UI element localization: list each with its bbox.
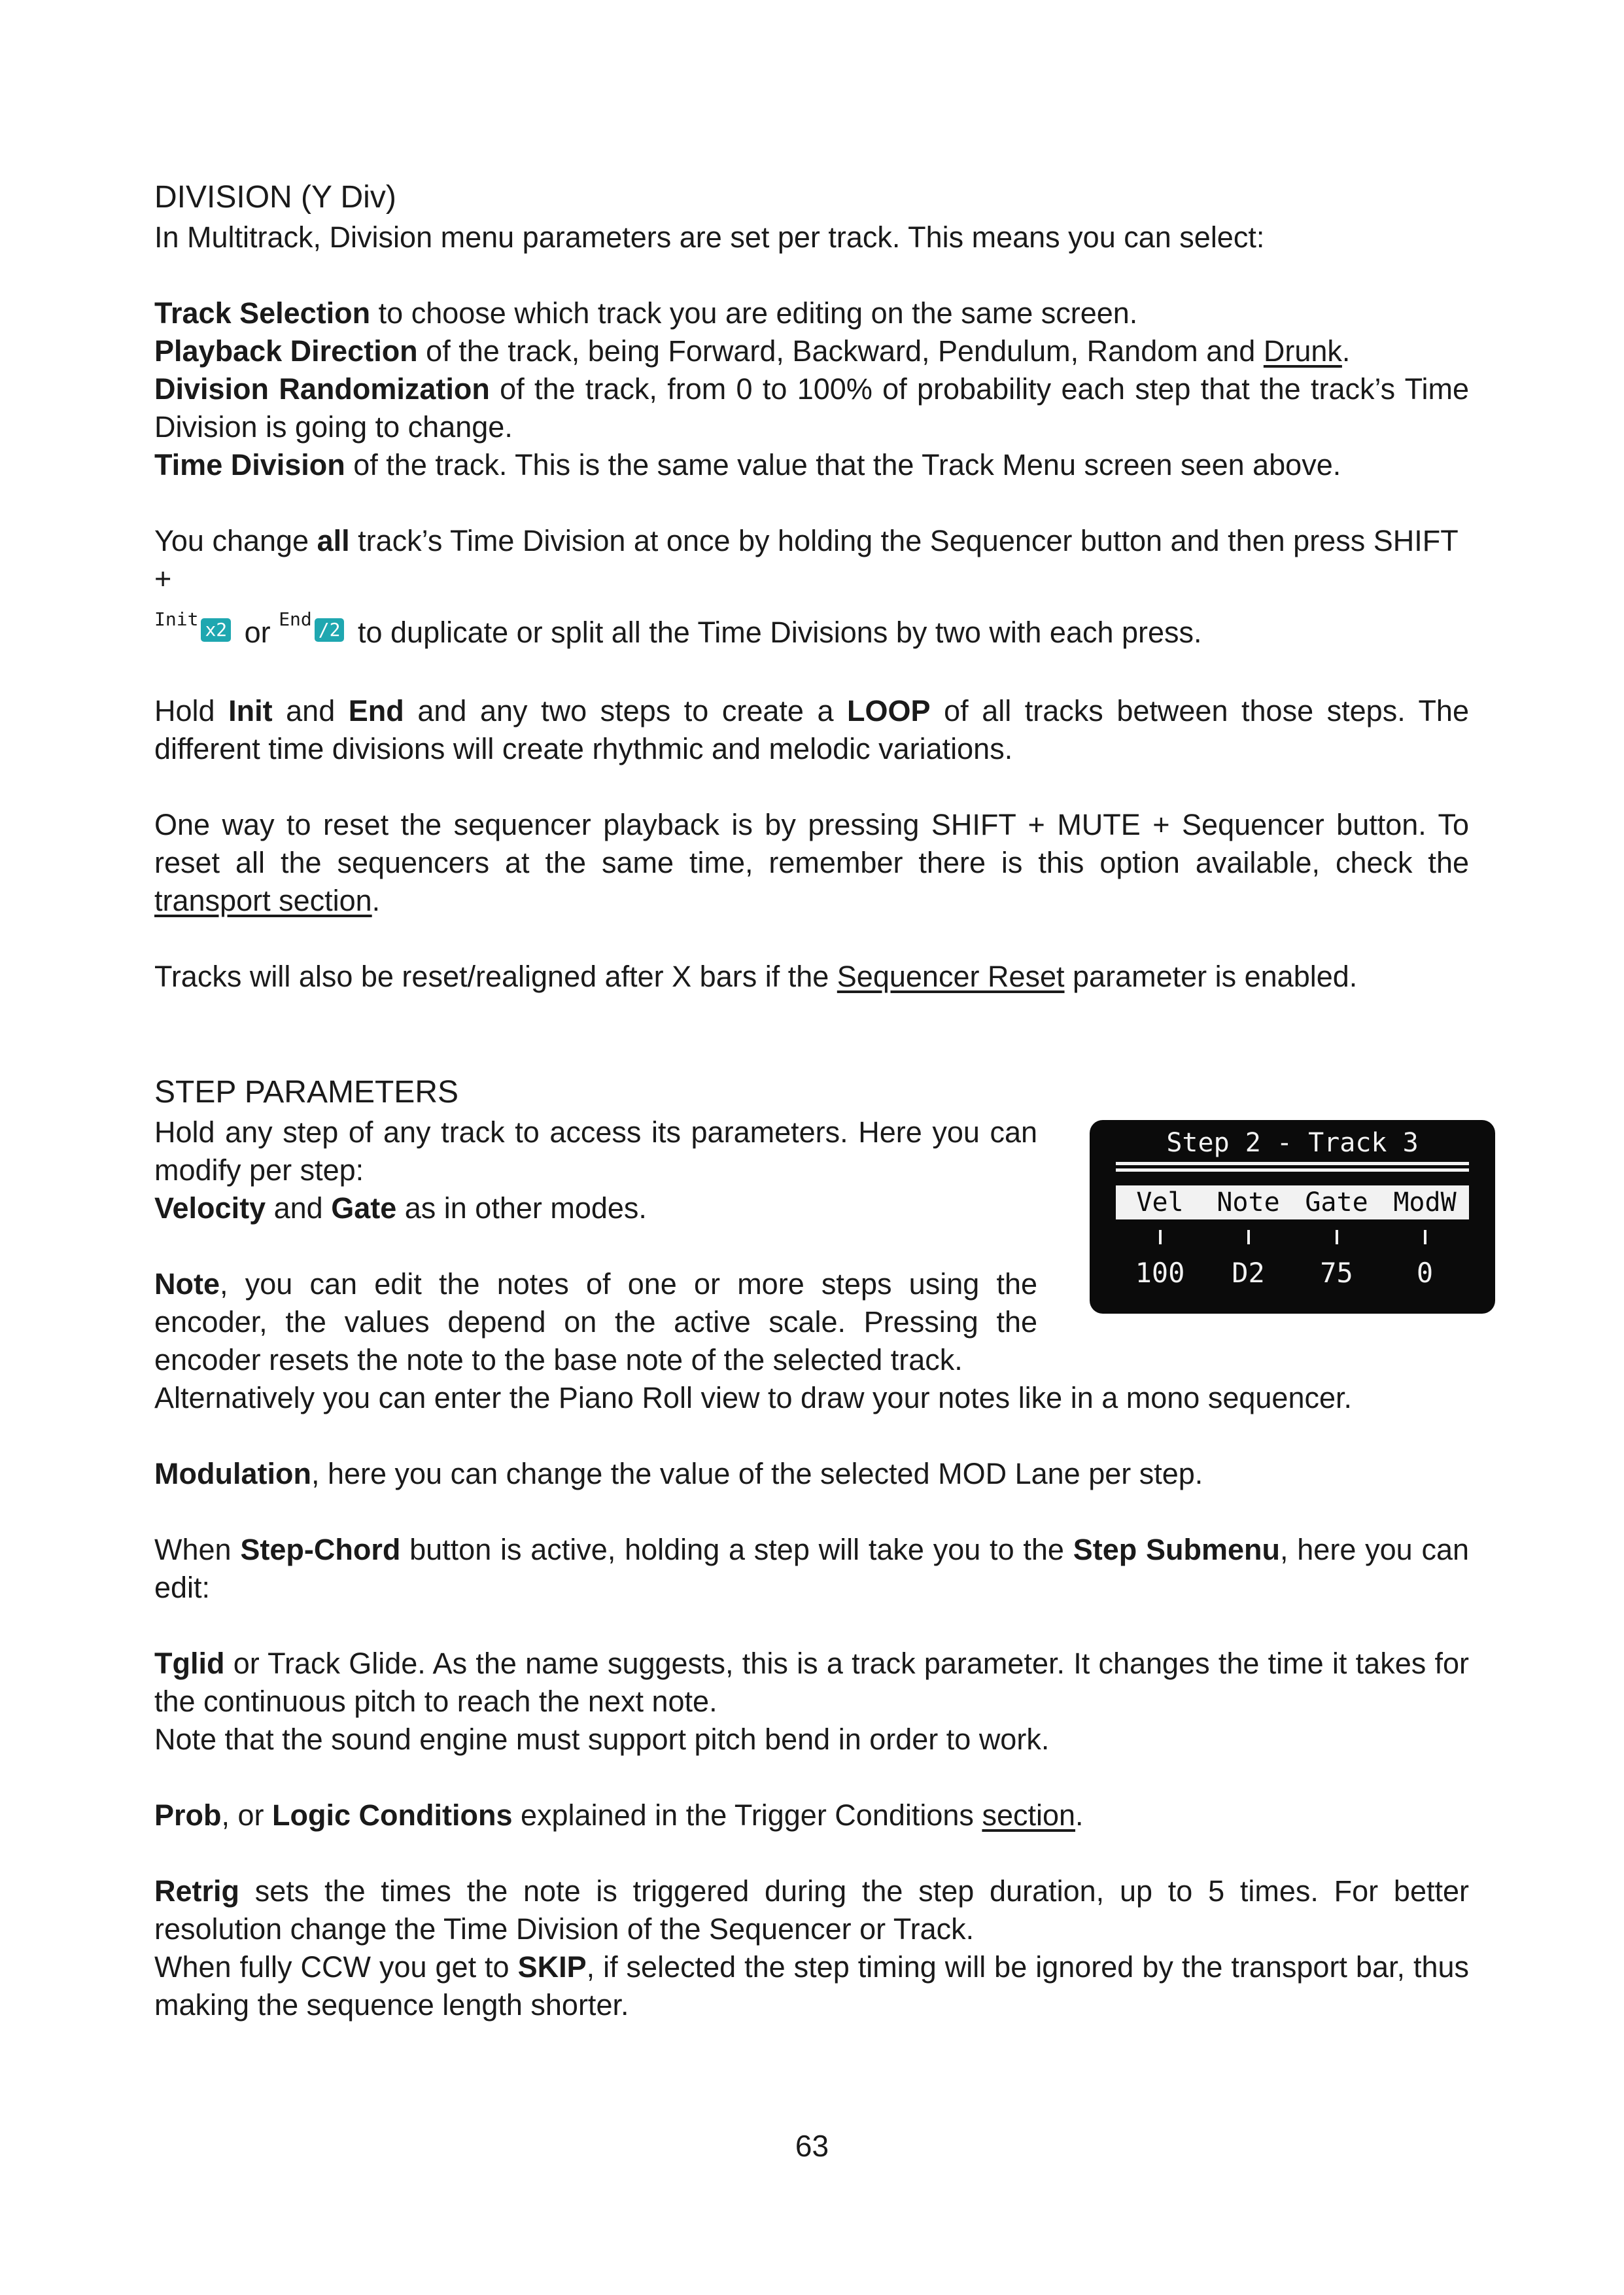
oled-col-gate: Gate	[1305, 1187, 1368, 1218]
change-all-paragraph: You change all track’s Time Division at once by holding the Sequencer button and then press SHIFT +	[154, 524, 1458, 595]
div2-badge-icon: /2	[315, 618, 345, 642]
tglid-note: Note that the sound engine must support pitch bend in order to work.	[154, 1723, 1050, 1756]
track-selection-term: Track Selection	[154, 296, 371, 330]
skip-paragraph: When fully CCW you get to SKIP, if selected the step timing will be ignored by the transport bar, thus making the sequence length shorter.	[154, 1950, 1470, 2022]
modulation-paragraph: Modulation, here you can change the value of the selected MOD Lane per step.	[154, 1457, 1203, 1490]
oled-divider	[1116, 1162, 1469, 1165]
division-randomization-term: Division Randomization	[154, 372, 490, 406]
realign-paragraph: Tracks will also be reset/realigned after X bars if the Sequencer Reset parameter is enabled.	[154, 960, 1358, 993]
oled-step-display	[1090, 1120, 1495, 1314]
oled-tick-row	[1116, 1230, 1469, 1246]
step-parameters-heading: STEP PARAMETERS	[154, 1075, 458, 1110]
step-parameters-section	[154, 1072, 1469, 1379]
x2-badge-icon: x2	[201, 618, 231, 642]
playback-direction-term: Playback Direction	[154, 334, 418, 368]
tglid-paragraph: Tglid or Track Glide. As the name suggests, this is a track parameter. It changes the time it takes for the continuous pitch to reach the next note.	[154, 1647, 1469, 1718]
tick-icon	[1381, 1230, 1469, 1246]
track-selection-paragraph: Track Selection to choose which track you are editing on the same screen.	[154, 296, 1138, 330]
reset-paragraph: One way to reset the sequencer playback is by pressing SHIFT + MUTE + Sequencer button. To reset all the sequencers at the same time, remember there is this option available, check the transport section.	[154, 808, 1469, 917]
division-randomization-paragraph: Division Randomization of the track, from 0 to 100% of probability each step that the track’s Time Division is going to change.	[154, 372, 1470, 444]
tick-icon	[1292, 1230, 1381, 1246]
sequencer-reset-link[interactable]: Sequencer Reset	[837, 960, 1065, 993]
playback-direction-paragraph: Playback Direction of the track, being Forward, Backward, Pendulum, Random and Drunk.	[154, 334, 1351, 368]
step-chord-paragraph: When Step-Chord button is active, holding a step will take you to the Step Submenu, here you can edit:	[154, 1533, 1470, 1604]
oled-value-gate: 75	[1320, 1257, 1353, 1289]
velocity-gate-paragraph: Velocity and Gate as in other modes.	[154, 1191, 647, 1225]
transport-section-link[interactable]: transport section	[154, 884, 372, 917]
end-div2-button-icon: $^{End}$ /2	[279, 598, 344, 652]
oled-value-note: D2	[1232, 1257, 1265, 1289]
oled-value-modw: 0	[1416, 1257, 1434, 1289]
prob-paragraph: Prob, or Logic Conditions explained in the Trigger Conditions section.	[154, 1798, 1084, 1832]
oled-title: Step 2 - Track 3	[1166, 1128, 1419, 1158]
loop-paragraph: Hold Init and End and any two steps to create a LOOP of all tracks between those steps. The different time divisions will create rhythmic and melodic variations.	[154, 694, 1469, 765]
tick-icon	[1204, 1230, 1292, 1246]
division-intro: In Multitrack, Division menu parameters are set per track. This means you can select:	[154, 220, 1265, 254]
drunk-link[interactable]: Drunk	[1263, 334, 1342, 368]
oled-col-note: Note	[1217, 1187, 1280, 1218]
note-paragraph: Note, you can edit the notes of one or more steps using the encoder, the values depend on the active scale. Pressing the encoder resets the note to the base note of the selected track.	[154, 1267, 1037, 1376]
division-heading: DIVISION (Y Div)	[154, 180, 396, 215]
oled-column-headers	[1116, 1185, 1469, 1219]
oled-col-vel: Vel	[1136, 1187, 1184, 1218]
page-number: 63	[795, 2129, 829, 2163]
oled-col-modw: ModW	[1393, 1187, 1457, 1218]
oled-value-vel: 100	[1135, 1257, 1185, 1289]
step-intro: Hold any step of any track to access its parameters. Here you can modify per step:	[154, 1115, 1037, 1187]
init-x2-button-icon: $^{Init}$ x2	[154, 598, 231, 652]
page-content	[154, 177, 1469, 2024]
piano-roll-paragraph: Alternatively you can enter the Piano Roll view to draw your notes like in a mono sequencer.	[154, 1381, 1353, 1414]
oled-values-row	[1116, 1255, 1469, 1291]
tick-icon	[1116, 1230, 1204, 1246]
step-left-column	[154, 1113, 1037, 1379]
trigger-conditions-link[interactable]: section	[982, 1798, 1076, 1832]
oled-divider	[1116, 1168, 1469, 1172]
time-division-paragraph: Time Division of the track. This is the same value that the Track Menu screen seen above.	[154, 448, 1341, 482]
retrig-paragraph: Retrig sets the times the note is triggered during the step duration, up to 5 times. For better resolution change the Time Division of the Sequencer or Track.	[154, 1874, 1469, 1946]
duplicate-paragraph: $^{Init}$ x2 or $^{End}$ /2 to duplicate or split all the Time Divisions by two with each press.	[154, 598, 1469, 654]
time-division-term: Time Division	[154, 448, 345, 482]
